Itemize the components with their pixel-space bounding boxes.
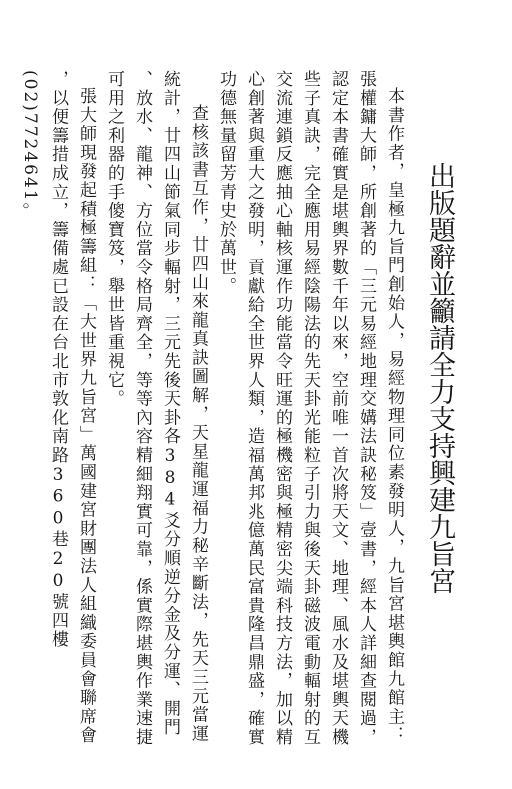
paragraph-phone-number: (02)7724641。 bbox=[20, 70, 40, 222]
document-title: 出版題辭並籲請全力支持興建九旨宮 bbox=[424, 162, 455, 594]
paragraph-author-intro: 本書作者，皇極九旨門創始人，易經物理同位素發明人，九旨宮堪輿館九館主：張權鏞大師，所創著的「三元易經地理交媾法訣秘笈」壹書，經本人詳細查閱過，認定本書確實是堪輿界數千年以來，空前唯一首次將天文、地理、風水及堪輿天機些子真訣，完全應用易經陰陽法的先天卦光能粒子引力與後天卦磁波電動輻射的互交流連鎖反應抽心軸核運作功能當令旺運的極機密與極精密尖端科技方法，加以精心創著與重大之發明，貢獻給全世界人類，造福萬邦兆億萬民富貴隆昌鼎盛，確實功德無量留芳青史於萬世。 bbox=[216, 70, 404, 747]
paragraph-book-contents: 查核該書互作，廿四山來龍真訣圖解，天星龍運福力秘辛斷法，先天三元當運統計，廿四山節氣同步輻射，三元先後天卦各384爻分順逆分金及分運、開門、放水、龍神、方位當令格局齊全，等等內容精細翔實可靠，係實際堪輿作業速捷可用之利器的手傻寶笈，舉世皆重視它。 bbox=[104, 70, 208, 747]
document-body bbox=[20, 70, 408, 750]
paragraph-temple-appeal: 張大師現發起積極籌組：「大世界九旨宮」萬國建宮財團法人組織委員會聯席會，以便籌措成立，籌備處已設在台北市敦化南路360巷20號四樓 bbox=[48, 70, 96, 745]
